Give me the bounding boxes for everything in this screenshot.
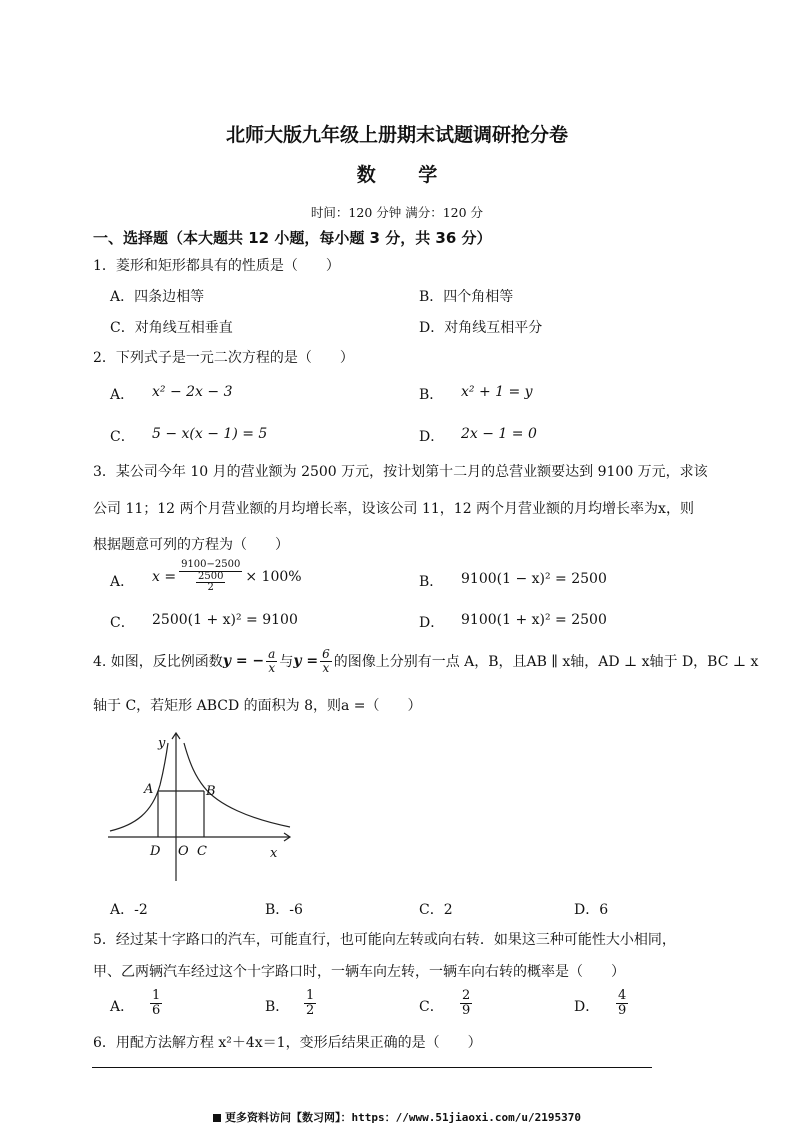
question-3-option-a-inner-denominator: 2 <box>207 582 214 593</box>
question-5-option-b-den: 2 <box>306 1002 315 1018</box>
question-3-option-c-label: C． <box>110 615 135 631</box>
question-4-option-a: A．-2 <box>110 902 148 918</box>
question-5-option-d-label: D． <box>574 999 600 1015</box>
footer-divider <box>92 1067 652 1068</box>
question-4-post: 的图像上分别有一点 A，B，且AB ∥ x轴，AD ⊥ x轴于 D，BC ⊥ x <box>333 654 759 671</box>
question-4-f1-num: a <box>268 647 276 661</box>
question-3-option-a-numerator: 9100−2500 <box>181 559 241 570</box>
question-5-option-d-den: 9 <box>618 1002 627 1018</box>
question-1-stem: 1．菱形和矩形都具有的性质是（ ） <box>93 258 340 274</box>
question-4-f2-lhs: y = <box>293 653 319 670</box>
graph-label-o: O <box>178 844 189 859</box>
question-5-option-c-label: C． <box>419 999 444 1015</box>
page-footer <box>0 1109 794 1125</box>
graph-label-c: C <box>197 844 207 859</box>
question-2-option-c-label: C． <box>110 429 135 445</box>
question-3-option-d: 9100(1 + x)² = 2500 <box>461 612 607 628</box>
question-3-option-a-inner-numerator: 2500 <box>197 570 224 582</box>
question-3-option-a-denominator <box>179 572 242 594</box>
question-1-option-d: D．对角线互相平分 <box>419 320 543 336</box>
question-1-option-a: A．四条边相等 <box>110 289 205 305</box>
question-5-option-d <box>616 989 628 1017</box>
question-4-f2-fraction <box>320 648 332 674</box>
section-heading: 一、选择题（本大题共 12 小题，每小题 3 分，共 36 分） <box>93 229 492 247</box>
question-3-line-1: 3．某公司今年 10 月的营业额为 2500 万元，按计划第十二月的总营业额要达到 9100 万元，求该 <box>93 464 708 480</box>
question-4-option-c: C．2 <box>419 902 453 918</box>
graph-label-b: B <box>206 784 216 799</box>
question-5-option-b-num: 1 <box>306 988 315 1003</box>
question-1-option-c: C．对角线互相垂直 <box>110 320 233 336</box>
question-2-option-c: 5 − x(x − 1) = 5 <box>152 426 268 442</box>
page-title: 北师大版九年级上册期末试题调研抢分卷 <box>225 124 568 146</box>
question-2-option-b: x² + 1 = y <box>461 384 533 400</box>
question-5-option-a-label: A． <box>110 999 135 1015</box>
question-3-option-a-fraction <box>179 560 242 594</box>
question-5-option-a-den: 6 <box>152 1002 161 1018</box>
question-3-option-c: 2500(1 + x)² = 9100 <box>152 612 298 628</box>
graph-right-curve <box>184 743 290 827</box>
question-4-f2-den: x <box>322 660 330 675</box>
question-4-f1-den: x <box>268 660 276 675</box>
question-3-option-b: 9100(1 − x)² = 2500 <box>461 571 607 587</box>
question-5-line-2: 甲、乙两辆汽车经过这个十字路口时，一辆车向左转，一辆车向右转的概率是（ ） <box>93 964 625 980</box>
question-3-line-3: 根据题意可列的方程为（ ） <box>93 537 289 553</box>
question-4-mid: 与 <box>279 654 294 671</box>
question-2-option-a: x² − 2x − 3 <box>152 384 233 400</box>
question-5-option-b-label: B． <box>265 999 290 1015</box>
question-3-option-b-label: B． <box>419 574 444 590</box>
question-4-f2-num: 6 <box>322 647 330 661</box>
question-3-option-a-rhs: × 100% <box>245 568 302 585</box>
question-4-pre: 4. 如图，反比例函数 <box>93 654 223 671</box>
graph-label-y: y <box>158 736 166 751</box>
question-2-option-b-label: B． <box>419 387 444 403</box>
question-4-option-d: D．6 <box>574 902 609 918</box>
question-2-option-d-label: D． <box>419 429 445 445</box>
question-3-option-a-label: A． <box>110 574 135 590</box>
question-4-graph <box>100 725 300 885</box>
question-3-line-2: 公司 11；12 两个月营业额的月均增长率，设该公司 11，12 两个月营业额的月均增长率为x，则 <box>93 501 694 517</box>
question-2-option-d: 2x − 1 = 0 <box>461 426 537 442</box>
question-5-option-c-den: 9 <box>462 1002 471 1018</box>
question-5-option-c-num: 2 <box>462 988 471 1003</box>
question-4-line-2: 轴于 C，若矩形 ABCD 的面积为 8，则a =（ ） <box>93 698 422 714</box>
graph-label-d: D <box>150 844 161 859</box>
question-5-option-d-num: 4 <box>618 988 627 1003</box>
question-6-stem: 6．用配方法解方程 x²＋4x＝1，变形后结果正确的是（ ） <box>93 1035 482 1051</box>
graph-label-a: A <box>144 782 154 797</box>
question-4-line-1 <box>93 648 758 674</box>
flag-icon <box>213 1114 221 1122</box>
question-5-option-c <box>460 989 472 1017</box>
question-2-stem: 2．下列式子是一元二次方程的是（ ） <box>93 350 354 366</box>
question-1-option-b: B．四个角相等 <box>419 289 514 305</box>
question-4-f1-lhs: y = − <box>222 653 265 670</box>
question-5-option-a-num: 1 <box>152 988 161 1003</box>
question-5-line-1: 5．经过某十字路口的汽车，可能直行，也可能向左转或向右转．如果这三种可能性大小相同， <box>93 932 676 948</box>
question-3-option-a <box>152 560 302 594</box>
graph-left-curve <box>110 743 168 831</box>
footer-link-text[interactable]: 更多资料访问【数习网】：https：//www.51jiaoxi.com/u/2195370 <box>224 1111 582 1124</box>
subject-heading: 数 学 <box>356 164 456 186</box>
question-2-option-a-label: A． <box>110 387 135 403</box>
exam-info: 时间：120 分钟 满分：120 分 <box>310 205 484 220</box>
question-3-option-d-label: D． <box>419 615 445 631</box>
question-3-option-a-lhs: x = <box>152 568 177 585</box>
question-4-f1-fraction <box>266 648 277 674</box>
graph-label-x: x <box>270 846 278 861</box>
question-5-option-a <box>150 989 162 1017</box>
question-4-option-b: B．-6 <box>265 902 303 918</box>
question-5-option-b <box>304 989 316 1017</box>
